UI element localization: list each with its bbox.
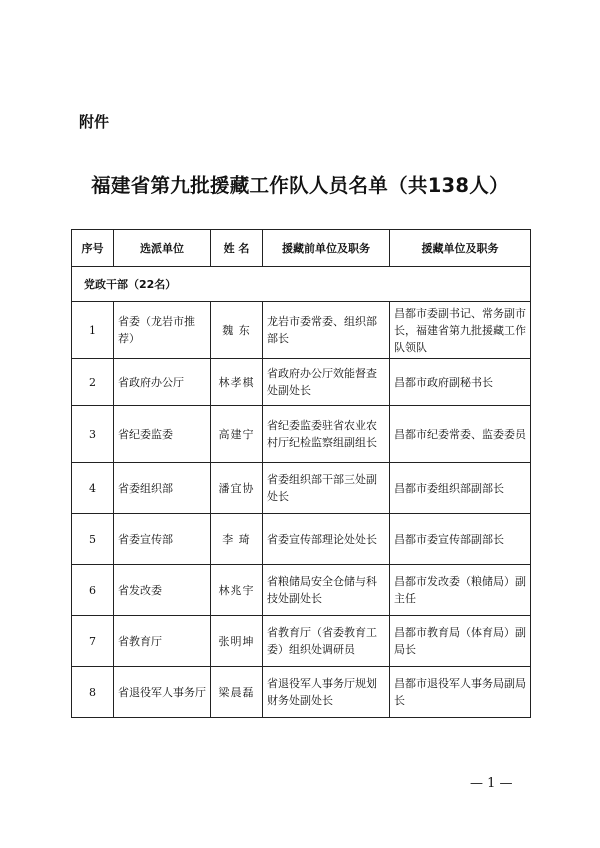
cell-number: 8 xyxy=(72,667,114,718)
cell-name: 李 琦 xyxy=(211,514,263,565)
cell-unit: 省委组织部 xyxy=(114,463,211,514)
cell-number: 5 xyxy=(72,514,114,565)
cell-unit: 省委（龙岩市推荐） xyxy=(114,302,211,359)
cell-unit: 省退役军人事务厅 xyxy=(114,667,211,718)
cell-name: 张明坤 xyxy=(211,616,263,667)
table-row xyxy=(72,514,531,565)
cell-number: 4 xyxy=(72,463,114,514)
cell-before: 省教育厅（省委教育工委）组织处调研员 xyxy=(263,616,390,667)
cell-name: 梁晨磊 xyxy=(211,667,263,718)
cell-name: 林孝棋 xyxy=(211,359,263,406)
table-row xyxy=(72,565,531,616)
cell-after: 昌都市发改委（粮储局）副主任 xyxy=(390,565,531,616)
cell-after: 昌都市委副书记、常务副市长，福建省第九批援藏工作队领队 xyxy=(390,302,531,359)
table-row xyxy=(72,463,531,514)
header-number: 序号 xyxy=(72,230,114,267)
cell-before: 龙岩市委常委、组织部部长 xyxy=(263,302,390,359)
cell-before: 省粮储局安全仓储与科技处副处长 xyxy=(263,565,390,616)
personnel-table xyxy=(71,229,531,718)
cell-name: 林兆宇 xyxy=(211,565,263,616)
cell-number: 6 xyxy=(72,565,114,616)
cell-number: 2 xyxy=(72,359,114,406)
header-unit: 选派单位 xyxy=(114,230,211,267)
cell-name: 魏 东 xyxy=(211,302,263,359)
cell-after: 昌都市委宣传部副部长 xyxy=(390,514,531,565)
cell-after: 昌都市纪委常委、监委委员 xyxy=(390,406,531,463)
table-row xyxy=(72,667,531,718)
cell-unit: 省政府办公厅 xyxy=(114,359,211,406)
cell-before: 省委宣传部理论处处长 xyxy=(263,514,390,565)
cell-after: 昌都市政府副秘书长 xyxy=(390,359,531,406)
cell-number: 7 xyxy=(72,616,114,667)
cell-before: 省退役军人事务厅规划财务处副处长 xyxy=(263,667,390,718)
cell-unit: 省发改委 xyxy=(114,565,211,616)
attachment-label: 附件 xyxy=(79,113,110,131)
table-header-row xyxy=(72,230,531,267)
cell-name: 高建宁 xyxy=(211,406,263,463)
cell-unit: 省教育厅 xyxy=(114,616,211,667)
cell-after: 昌都市教育局（体育局）副局长 xyxy=(390,616,531,667)
section-label: 党政干部（22名） xyxy=(72,267,531,302)
cell-after: 昌都市退役军人事务局副局长 xyxy=(390,667,531,718)
cell-number: 1 xyxy=(72,302,114,359)
header-after: 援藏单位及职务 xyxy=(390,230,531,267)
cell-number: 3 xyxy=(72,406,114,463)
table-row xyxy=(72,359,531,406)
document-title: 福建省第九批援藏工作队人员名单（共138人） xyxy=(91,174,509,197)
cell-before: 省委组织部干部三处副处长 xyxy=(263,463,390,514)
header-name: 姓 名 xyxy=(211,230,263,267)
table-row xyxy=(72,406,531,463)
table-row xyxy=(72,302,531,359)
cell-before: 省政府办公厅效能督查处副处长 xyxy=(263,359,390,406)
table-row xyxy=(72,616,531,667)
header-before: 援藏前单位及职务 xyxy=(263,230,390,267)
cell-name: 潘宜协 xyxy=(211,463,263,514)
cell-before: 省纪委监委驻省农业农村厅纪检监察组副组长 xyxy=(263,406,390,463)
cell-after: 昌都市委组织部副部长 xyxy=(390,463,531,514)
section-row xyxy=(72,267,531,302)
cell-unit: 省纪委监委 xyxy=(114,406,211,463)
cell-unit: 省委宣传部 xyxy=(114,514,211,565)
page-number: — 1 — xyxy=(470,776,513,791)
